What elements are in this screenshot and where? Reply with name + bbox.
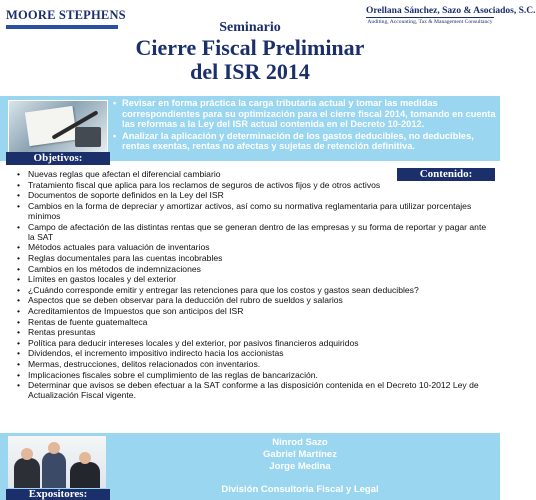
header bbox=[0, 0, 536, 95]
content-item: • Acreditamientos de Impuestos que son anticipos del ISR bbox=[16, 306, 494, 316]
content-item: • Nuevas reglas que afectan el diferencial cambiario bbox=[16, 169, 494, 179]
person-head bbox=[21, 448, 33, 460]
speaker-name: Ninrod Sazo bbox=[272, 437, 328, 448]
firm-name: Orellana Sánchez, Sazo & Asociados, S.C. bbox=[366, 6, 536, 16]
content-item: • Aspectos que se deben observar para la deducción del rubro de sueldos y salarios bbox=[16, 295, 494, 305]
objective-item: • Revisar en forma práctica la carga tributaria actual y tomar las medidas correspondientes para su optimización para el cierre fiscal 2014, tomando en cuenta las reformas a la Ley del ISR actual contenida en el Decreto 10-2012. bbox=[112, 98, 496, 130]
person-head bbox=[48, 442, 60, 454]
content-item: • Cambios en la forma de depreciar y amortizar activos, así como su normativa reglamentaria para utilizar porcentajes mínimos bbox=[16, 201, 494, 221]
logo-left-text: MOORE STEPHENS bbox=[6, 8, 126, 22]
firm-subtitle: Auditing, Accounting, Tax & Management Consultancy bbox=[367, 19, 493, 25]
content-item: • Mermas, destrucciones, delitos relacionados con inventarios. bbox=[16, 359, 494, 369]
photo-calculator bbox=[75, 127, 101, 147]
content-item: • Límites en gastos locales y del exterior bbox=[16, 274, 494, 284]
objectives-label: Objetivos: bbox=[6, 152, 110, 165]
content-item: • Campo de afectación de las distintas rentas que se generan dentro de las empresas y su forma de reportar y pagar ante la SAT bbox=[16, 222, 494, 242]
objectives-photo bbox=[8, 100, 108, 154]
content-item: • ¿Cuándo corresponde emitir y entregar las retenciones para que los costos y gastos sean deducibles? bbox=[16, 285, 494, 295]
person-silhouette bbox=[42, 452, 66, 488]
firm-logo bbox=[366, 6, 536, 25]
speakers-label: Expositores: bbox=[6, 489, 110, 500]
speakers-photo bbox=[8, 436, 106, 488]
speaker-name: Jorge Medina bbox=[269, 461, 331, 472]
objective-item: • Analizar la aplicación y determinación de los gastos deducibles, no deducibles, rentas exentas, rentas no afectas y sujetas de retención definitiva. bbox=[112, 131, 496, 152]
title-line-1: Seminario bbox=[219, 20, 281, 35]
content-item: • Reglas documentales para las cuentas incobrables bbox=[16, 253, 494, 263]
content-item: • Implicaciones fiscales sobre el cumplimiento de las reglas de bancarización. bbox=[16, 370, 494, 380]
content-item: • Rentas presuntas bbox=[16, 327, 494, 337]
logo-left-underline bbox=[6, 25, 118, 29]
person-silhouette bbox=[14, 458, 40, 488]
firm-rule bbox=[366, 17, 494, 18]
objectives-list bbox=[112, 98, 496, 153]
title-line-2: Cierre Fiscal Preliminar bbox=[135, 35, 365, 60]
title-line-3: del ISR 2014 bbox=[190, 59, 310, 84]
speaker-name: Gabriel Martínez bbox=[263, 449, 337, 460]
contents-list bbox=[16, 169, 494, 401]
seminar-title bbox=[120, 20, 380, 84]
content-item: • Determinar que avisos se deben efectuar a la SAT conforme a las disposición contenida en el Decreto 10-2012 Ley de Actualización Fiscal vigente. bbox=[16, 380, 494, 400]
moore-stephens-logo bbox=[6, 8, 126, 29]
person-silhouette bbox=[70, 462, 100, 488]
contents-label: Contenido: bbox=[397, 168, 495, 181]
content-item: • Cambios en los métodos de indemnizaciones bbox=[16, 264, 494, 274]
content-item: • Rentas de fuente guatemalteca bbox=[16, 317, 494, 327]
division-name: División Consultoria Fiscal y Legal bbox=[221, 484, 379, 495]
content-item: • Dividendos, el incremento impositivo indirecto hacia los accionistas bbox=[16, 348, 494, 358]
speaker-names bbox=[200, 437, 400, 473]
content-item: • Métodos actuales para valuación de inventarios bbox=[16, 242, 494, 252]
content-item: • Documentos de soporte definidos en la Ley del ISR bbox=[16, 190, 494, 200]
person-head bbox=[79, 452, 91, 464]
content-item: • Tratamiento fiscal que aplica para los reclamos de seguros de activos fijos y de otros activos bbox=[16, 180, 494, 190]
content-item: • Política para deducir intereses locales y del exterior, por pasivos financieros adquiridos bbox=[16, 338, 494, 348]
